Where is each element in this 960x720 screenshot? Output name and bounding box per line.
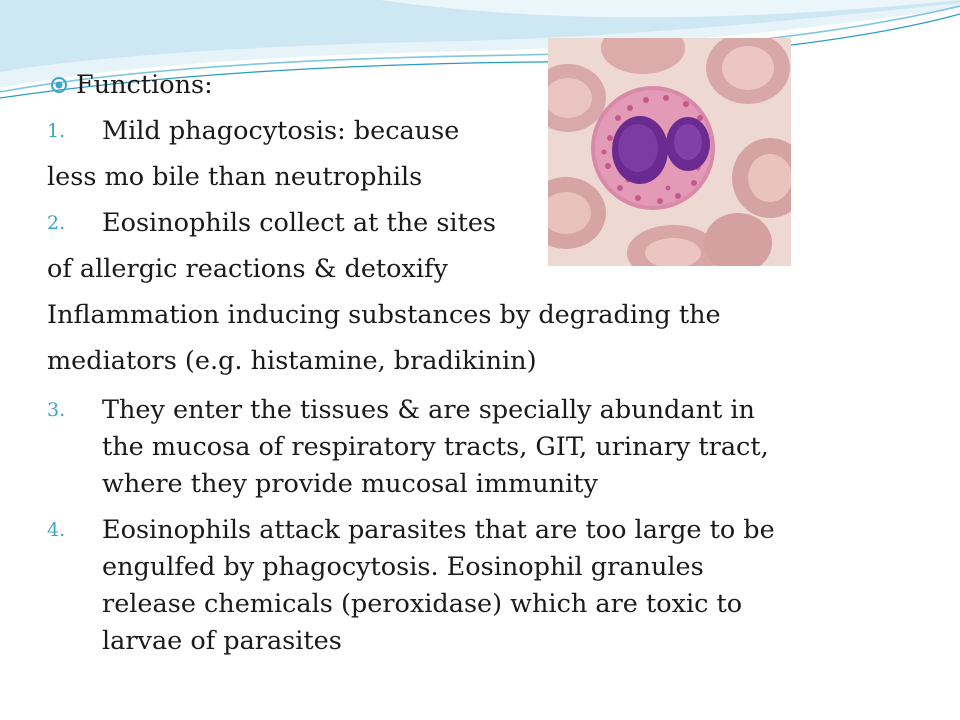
item-text: Eosinophils collect at the sites [102,208,496,238]
item-text: mediators (e.g. histamine, bradikinin) [47,346,537,376]
circle-bullet-icon [50,76,68,94]
item-number: 3. [47,399,66,421]
item-text: Mild phagocytosis: because [102,116,460,146]
item-number: 4. [47,519,66,541]
item-text: Inflammation inducing substances by degrading the [47,300,721,330]
item-number: 2. [47,212,66,234]
slide-heading: Functions: [76,70,213,100]
list-item [47,512,802,660]
item-text: of allergic reactions & detoxify [47,254,448,284]
item-text: Eosinophils attack parasites that are too large to be engulfed by phagocytosis. Eosinophil granules release chemicals (peroxidase) which are toxic to larvae of parasites [102,515,775,656]
item-text: less mo bile than neutrophils [47,162,423,192]
item-number: 1. [47,120,66,142]
item-text: They enter the tissues & are specially abundant in the mucosa of respiratory tracts, GIT, urinary tract, where they provide mucosal immunity [102,395,769,499]
list-item [47,392,802,503]
